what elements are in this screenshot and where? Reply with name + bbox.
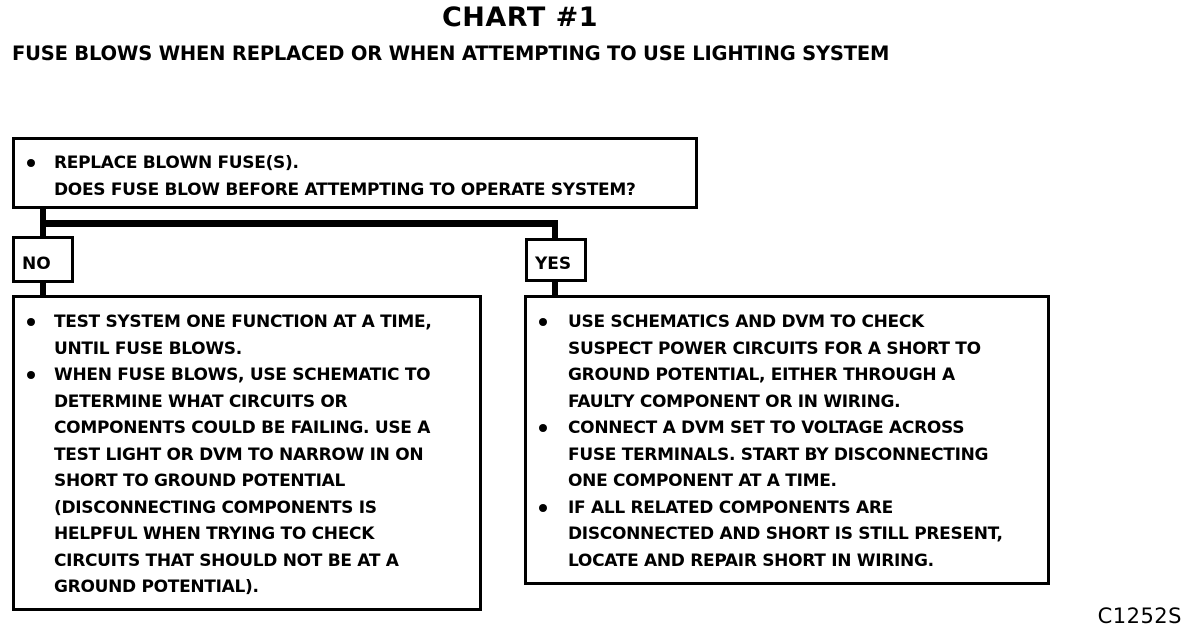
list-item-line: LOCATE AND REPAIR SHORT IN WIRING.: [568, 550, 934, 571]
list-item-line: DISCONNECTED AND SHORT IS STILL PRESENT,: [568, 524, 1003, 544]
list-item-line: WHEN FUSE BLOWS, USE SCHEMATIC TO: [54, 365, 431, 385]
list-item-line: UNTIL FUSE BLOWS.: [54, 338, 242, 359]
list-item-line: (DISCONNECTING COMPONENTS IS: [54, 497, 377, 518]
list-item-line: FAULTY COMPONENT OR IN WIRING.: [568, 391, 901, 412]
chart-subtitle: FUSE BLOWS WHEN REPLACED OR WHEN ATTEMPTING TO USE LIGHTING SYSTEM: [12, 42, 890, 65]
bullet-icon: [539, 318, 547, 326]
bullet-icon: [27, 159, 35, 167]
chart-title: CHART #1: [441, 2, 599, 33]
bullet-icon: [27, 318, 35, 326]
list-item-line: ONE COMPONENT AT A TIME.: [568, 471, 837, 491]
list-item-line: HELPFUL WHEN TRYING TO CHECK: [54, 524, 375, 544]
yes-label: YES: [535, 254, 572, 274]
list-item: [54, 150, 636, 203]
bullet-icon: [539, 504, 547, 512]
list-item-line: SUSPECT POWER CIRCUITS FOR A SHORT TO: [568, 338, 981, 359]
list-item-line: CONNECT A DVM SET TO VOLTAGE ACROSS: [568, 418, 965, 438]
connector-horizontal: [40, 220, 558, 227]
start-box: [12, 137, 698, 209]
list-item-line: COMPONENTS COULD BE FAILING. USE A: [54, 418, 431, 438]
list-item: [54, 309, 432, 362]
list-item-line: TEST LIGHT OR DVM TO NARROW IN ON: [54, 444, 424, 465]
figure-code: C1252S: [1097, 604, 1182, 628]
list-item-line: DOES FUSE BLOW BEFORE ATTEMPTING TO OPERATE SYSTEM?: [54, 179, 636, 200]
list-item-line: GROUND POTENTIAL).: [54, 577, 259, 597]
list-item-line: GROUND POTENTIAL, EITHER THROUGH A: [568, 365, 955, 385]
list-item-line: IF ALL RELATED COMPONENTS ARE: [568, 497, 893, 518]
yes-action-box: [524, 295, 1050, 585]
list-item-line: SHORT TO GROUND POTENTIAL: [54, 471, 346, 491]
list-item-line: TEST SYSTEM ONE FUNCTION AT A TIME,: [54, 312, 432, 332]
list-item: [568, 415, 988, 495]
list-item: [568, 495, 1003, 575]
bullet-icon: [539, 424, 547, 432]
list-item-line: FUSE TERMINALS. START BY DISCONNECTING: [568, 444, 989, 465]
no-action-box: [12, 295, 482, 611]
list-item-line: DETERMINE WHAT CIRCUITS OR: [54, 391, 348, 412]
list-item-line: USE SCHEMATICS AND DVM TO CHECK: [568, 312, 924, 332]
list-item: [568, 309, 981, 415]
list-item-line: CIRCUITS THAT SHOULD NOT BE AT A: [54, 550, 399, 571]
yes-label-box: [525, 238, 587, 282]
no-label-box: [12, 236, 74, 283]
list-item-line: REPLACE BLOWN FUSE(S).: [54, 153, 299, 173]
no-label: NO: [22, 254, 51, 274]
list-item: [54, 362, 430, 601]
bullet-icon: [27, 371, 35, 379]
